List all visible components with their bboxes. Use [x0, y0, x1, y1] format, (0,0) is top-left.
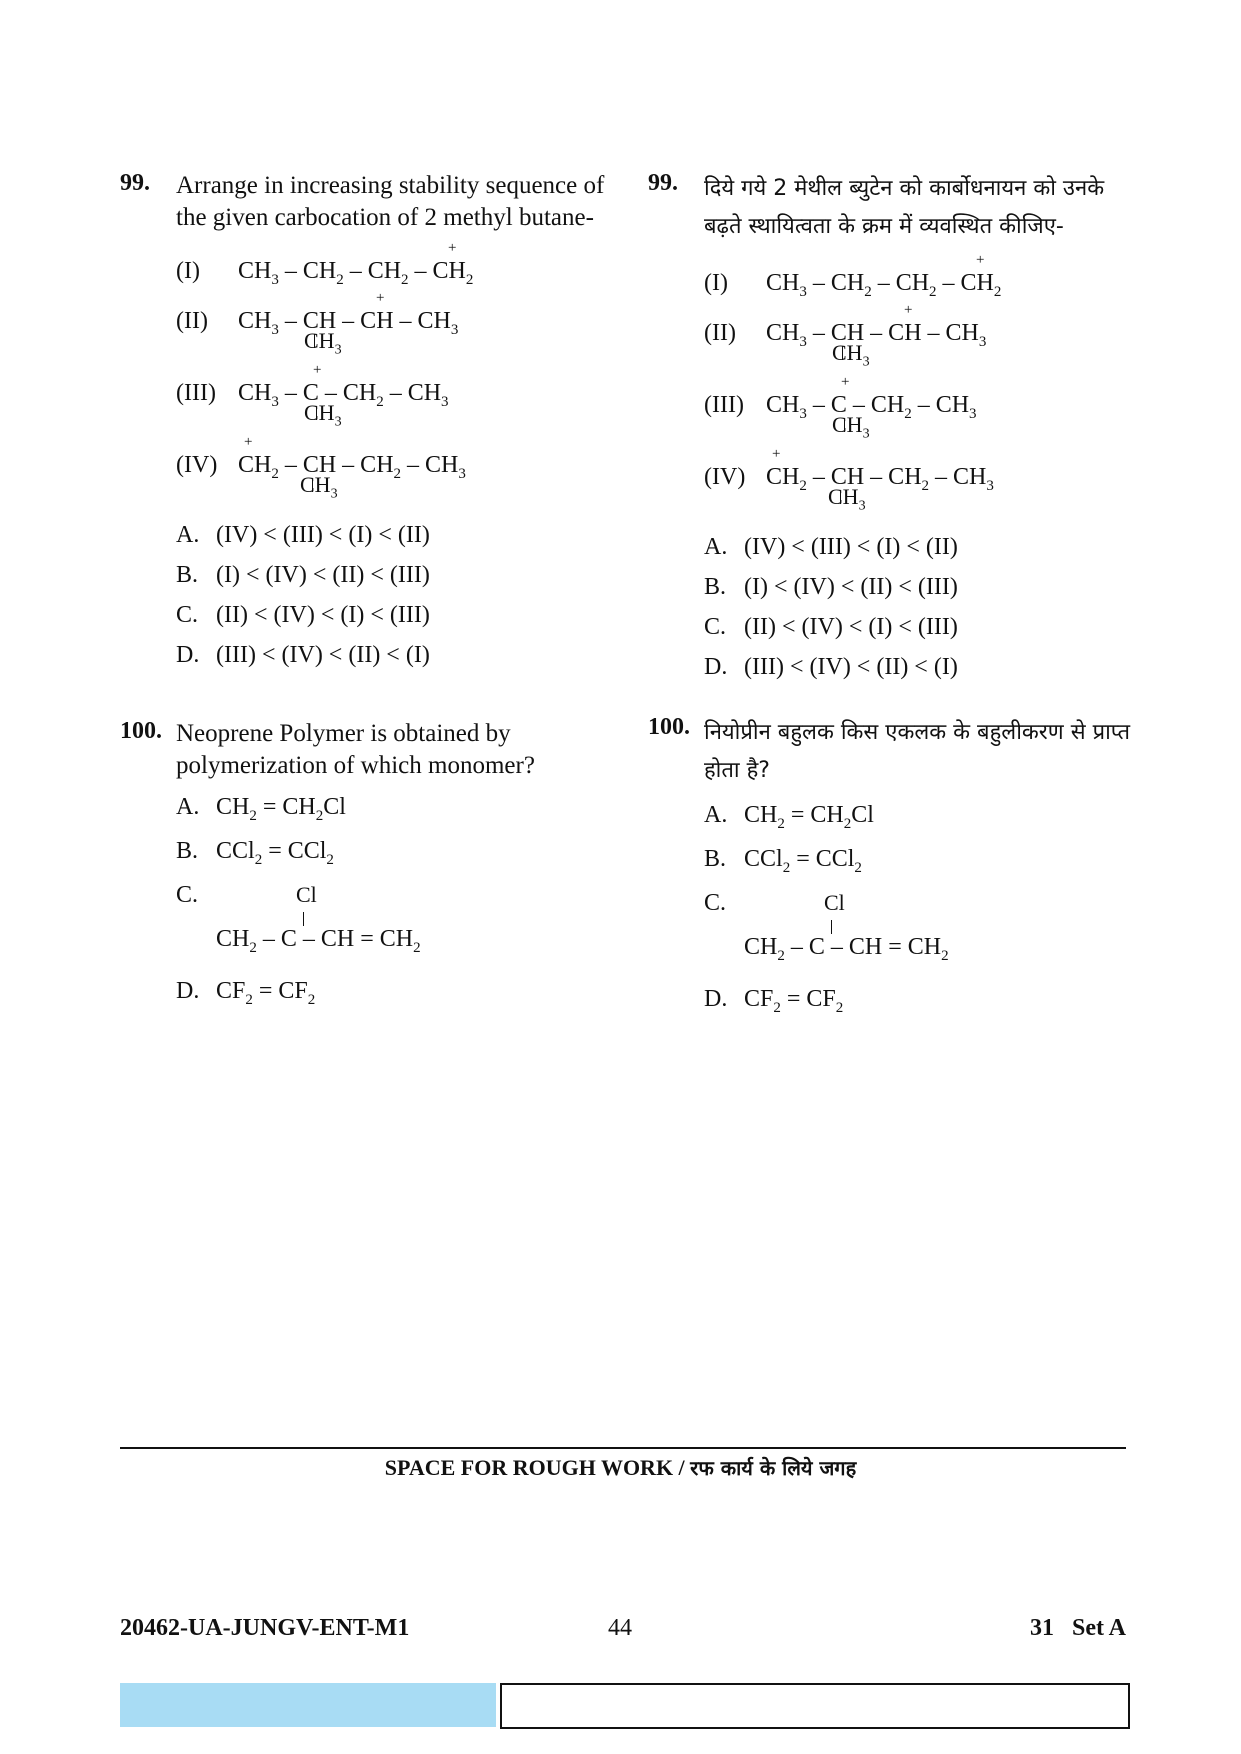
structure-label: (II) [176, 308, 208, 334]
positive-charge: + [976, 252, 985, 268]
structure-formula: $CH_3 - CH_2 - CH_2 - CH_2$ [238, 258, 474, 288]
positive-charge: + [244, 434, 253, 450]
structure-i [704, 252, 1148, 300]
option-formula: CCl$_2$ = CCl$_2$ [744, 846, 862, 876]
option-a[interactable] [176, 794, 620, 838]
positive-charge: + [448, 240, 457, 256]
english-column [120, 170, 620, 1022]
option-text: (IV) < (III) < (I) < (II) [744, 534, 958, 560]
option-formula: $CH_2 = CH_2Cl$ [216, 794, 346, 824]
methyl-branch: $CH_3$ [304, 400, 342, 430]
structure-label: (IV) [704, 464, 746, 490]
question-number: 100. [648, 714, 690, 740]
option-c[interactable] [176, 882, 620, 972]
option-a[interactable] [704, 802, 1148, 846]
methyl-branch: $CH_3$ [300, 472, 338, 502]
structure-formula: $CH_3$ – C – $CH_2 - CH_3$ [238, 380, 449, 410]
structure-iii [176, 362, 620, 430]
option-d[interactable] [704, 654, 1148, 694]
hindi-column [648, 170, 1148, 1030]
option-label: A. [176, 522, 200, 548]
option-label: B. [176, 838, 199, 864]
structure-formula: $CH_3$ – CH – CH – $CH_3$ [238, 308, 459, 338]
structure-label: (II) [704, 320, 736, 346]
option-formula: $CF_2 = CF_2$ [216, 978, 316, 1008]
bond-line [303, 912, 304, 926]
option-b[interactable] [176, 838, 620, 882]
option-b[interactable] [176, 562, 620, 602]
rough-work-label [0, 1454, 1241, 1481]
answer-options [176, 522, 620, 682]
option-a[interactable] [704, 534, 1148, 574]
structure-formula: $CH_2$ – CH – $CH_2 - CH_3$ [766, 464, 994, 494]
option-text: (II) < (IV) < (I) < (III) [216, 602, 430, 628]
option-label: A. [704, 802, 728, 828]
option-b[interactable] [704, 846, 1148, 890]
page-number: 44 [608, 1615, 632, 1641]
positive-charge: + [841, 374, 850, 390]
option-formula: $CH_2$ – C – CH = $CH_2$ [216, 926, 421, 956]
question-text: Neoprene Polymer is obtained by polymerization of which monomer? [176, 720, 535, 779]
option-c[interactable] [704, 614, 1148, 654]
option-label: D. [176, 978, 200, 1004]
option-label: A. [176, 794, 200, 820]
structure-label: (I) [176, 258, 200, 284]
methyl-branch: $CH_3$ [832, 412, 870, 442]
structure-iv [176, 434, 620, 502]
question-99-hindi [648, 170, 1148, 694]
set-label: 31 Set A [1030, 1615, 1126, 1641]
structure-label: (IV) [176, 452, 218, 478]
positive-charge: + [313, 362, 322, 378]
question-number: 99. [648, 170, 678, 196]
option-d[interactable] [176, 978, 620, 1022]
option-label: D. [704, 986, 728, 1012]
chloro-substituent: Cl [824, 890, 845, 915]
structure-label: (III) [176, 380, 216, 406]
option-text: (III) < (IV) < (II) < (I) [744, 654, 958, 680]
option-b[interactable] [704, 574, 1148, 614]
positive-charge: + [904, 302, 913, 318]
option-formula: CCl$_2$ = CCl$_2$ [216, 838, 334, 868]
rough-work-hindi: रफ कार्य के लिये जगह [690, 1456, 857, 1480]
option-text: (III) < (IV) < (II) < (I) [216, 642, 430, 668]
option-a[interactable] [176, 522, 620, 562]
option-label: D. [704, 654, 728, 680]
option-formula: $CH_2 = CH_2Cl$ [744, 802, 874, 832]
chloro-substituent: Cl [296, 882, 317, 907]
footer-empty-box [500, 1683, 1130, 1729]
option-text: (I) < (IV) < (II) < (III) [216, 562, 430, 588]
option-formula: $CF_2 = CF_2$ [744, 986, 844, 1016]
structure-ii [704, 302, 1148, 370]
option-text: (II) < (IV) < (I) < (III) [744, 614, 958, 640]
option-label: B. [704, 574, 727, 600]
bond-line [831, 920, 832, 934]
option-label: D. [176, 642, 200, 668]
structure-label: (III) [704, 392, 744, 418]
positive-charge: + [376, 290, 385, 306]
option-text: (I) < (IV) < (II) < (III) [744, 574, 958, 600]
structure-iv [704, 446, 1148, 514]
question-100-hindi [648, 714, 1148, 1030]
option-label: B. [176, 562, 199, 588]
question-text: नियोप्रीन बहुलक किस एकलक के बहुलीकरण से प्राप्त होता है? [704, 720, 1131, 783]
methyl-branch: $CH_3$ [304, 328, 342, 358]
option-d[interactable] [176, 642, 620, 682]
structure-i [176, 240, 620, 288]
structure-formula: $CH_2$ – CH – $CH_2 - CH_3$ [238, 452, 466, 482]
footer-color-bar [120, 1683, 496, 1727]
paper-code: 20462-UA-JUNGV-ENT-M1 [120, 1615, 410, 1641]
question-number: 100. [120, 718, 162, 744]
positive-charge: + [772, 446, 781, 462]
option-d[interactable] [704, 986, 1148, 1030]
rough-work-divider [120, 1447, 1126, 1449]
structure-formula: $CH_3 - CH_2 - CH_2 - CH_2$ [766, 270, 1002, 300]
answer-options [704, 802, 1148, 1030]
structure-formula: $CH_3$ – CH – CH – $CH_3$ [766, 320, 987, 350]
option-label: C. [176, 882, 199, 908]
structure-formula: $CH_3$ – C – $CH_2 - CH_3$ [766, 392, 977, 422]
option-label: C. [704, 890, 727, 916]
rough-work-english: SPACE FOR ROUGH WORK / [384, 1455, 691, 1480]
question-100 [120, 718, 620, 1022]
option-text: (IV) < (III) < (I) < (II) [216, 522, 430, 548]
option-c[interactable] [176, 602, 620, 642]
question-99 [120, 170, 620, 682]
question-text: Arrange in increasing stability sequence of the given carbocation of 2 methyl butane- [176, 172, 605, 231]
option-label: C. [176, 602, 199, 628]
methyl-branch: $CH_3$ [832, 340, 870, 370]
question-number: 99. [120, 170, 150, 196]
option-formula: $CH_2$ – C – CH = $CH_2$ [744, 934, 949, 964]
question-text: दिये गये 2 मेथील ब्युटेन को कार्बोधनायन को उनके बढ़ते स्थायित्वता के क्रम में व्यवस्थित कीजिए- [704, 176, 1105, 239]
option-label: A. [704, 534, 728, 560]
option-c[interactable] [704, 890, 1148, 980]
answer-options [176, 794, 620, 1022]
answer-options [704, 534, 1148, 694]
structure-iii [704, 374, 1148, 442]
option-label: C. [704, 614, 727, 640]
methyl-branch: $CH_3$ [828, 484, 866, 514]
option-label: B. [704, 846, 727, 872]
structure-label: (I) [704, 270, 728, 296]
structure-ii [176, 290, 620, 358]
